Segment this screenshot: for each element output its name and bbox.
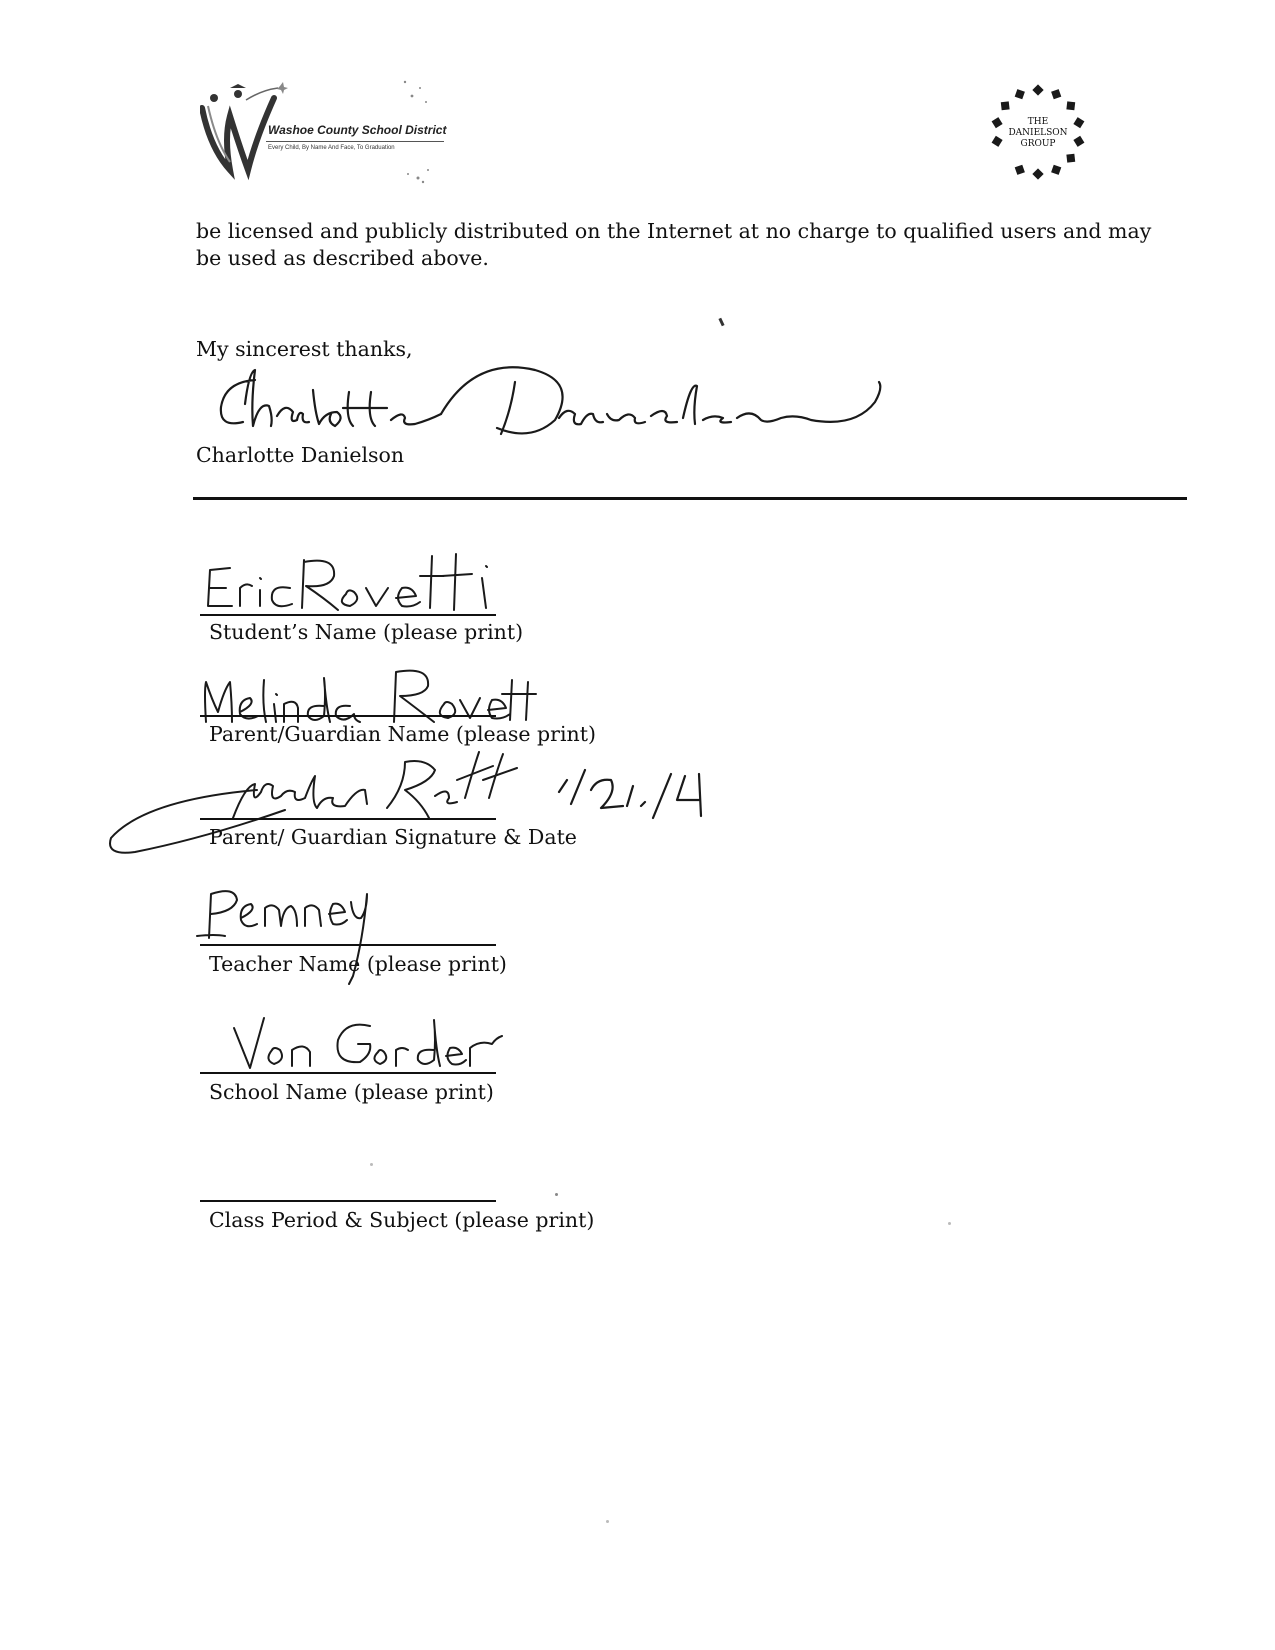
logo-ring-square (1001, 101, 1010, 110)
logo-ring-square (1032, 168, 1043, 179)
author-signature (215, 362, 905, 447)
logo-ring-square (1015, 165, 1025, 175)
student-name-line (200, 614, 496, 616)
school-name-line (200, 1072, 496, 1074)
logo-ring-square (1066, 154, 1075, 163)
stray-ink-mark (718, 318, 724, 327)
teacher-name-line (200, 944, 496, 946)
letter-closing: My sincerest thanks, (196, 337, 413, 361)
logo-ring-square (1015, 89, 1025, 99)
logo-ring-square (1066, 101, 1075, 110)
parent-name-handwriting (198, 660, 538, 730)
logo-ring-square (1073, 136, 1084, 147)
parent-signature-label: Parent/ Guardian Signature & Date (209, 825, 577, 849)
district-logo-name: Washoe County School District (268, 123, 447, 137)
district-logo-tagline: Every Child, By Name And Face, To Graduation (268, 145, 395, 151)
danielson-logo-line-1: THE (1027, 117, 1049, 127)
scan-speck (370, 1163, 373, 1166)
logo-ring-square (1032, 84, 1043, 95)
scan-speck (606, 1520, 609, 1523)
student-name-handwriting (200, 548, 500, 618)
parent-signature-handwriting (105, 756, 755, 866)
school-name-label: School Name (please print) (209, 1080, 494, 1104)
danielson-logo-line-3: GROUP (1020, 139, 1056, 149)
letter-paragraph-line-2: be used as described above. (196, 246, 489, 270)
parent-signature-line (200, 818, 496, 820)
teacher-name-label: Teacher Name (please print) (209, 952, 507, 976)
scan-speck (555, 1193, 558, 1196)
parent-name-line (200, 715, 496, 717)
danielson-logo-line-2: DANIELSON (1008, 128, 1068, 138)
logo-ring-square (992, 136, 1003, 147)
school-name-handwriting (230, 1014, 510, 1074)
district-logo-rule (266, 141, 444, 142)
parent-name-label: Parent/Guardian Name (please print) (209, 722, 596, 746)
danielson-group-logo (990, 84, 1086, 180)
logo-ring-square (1051, 165, 1061, 175)
scan-speck (948, 1222, 951, 1225)
class-period-line (200, 1200, 496, 1202)
section-divider (193, 497, 1187, 500)
logo-ring-square (1073, 117, 1084, 128)
student-name-label: Student’s Name (please print) (209, 620, 524, 644)
logo-ring-square (1051, 89, 1061, 99)
class-period-label: Class Period & Subject (please print) (209, 1208, 595, 1232)
letter-paragraph-line-1: be licensed and publicly distributed on the Internet at no charge to qualified users and may (196, 219, 1152, 243)
logo-ring-square (992, 117, 1003, 128)
signer-name: Charlotte Danielson (196, 443, 405, 467)
